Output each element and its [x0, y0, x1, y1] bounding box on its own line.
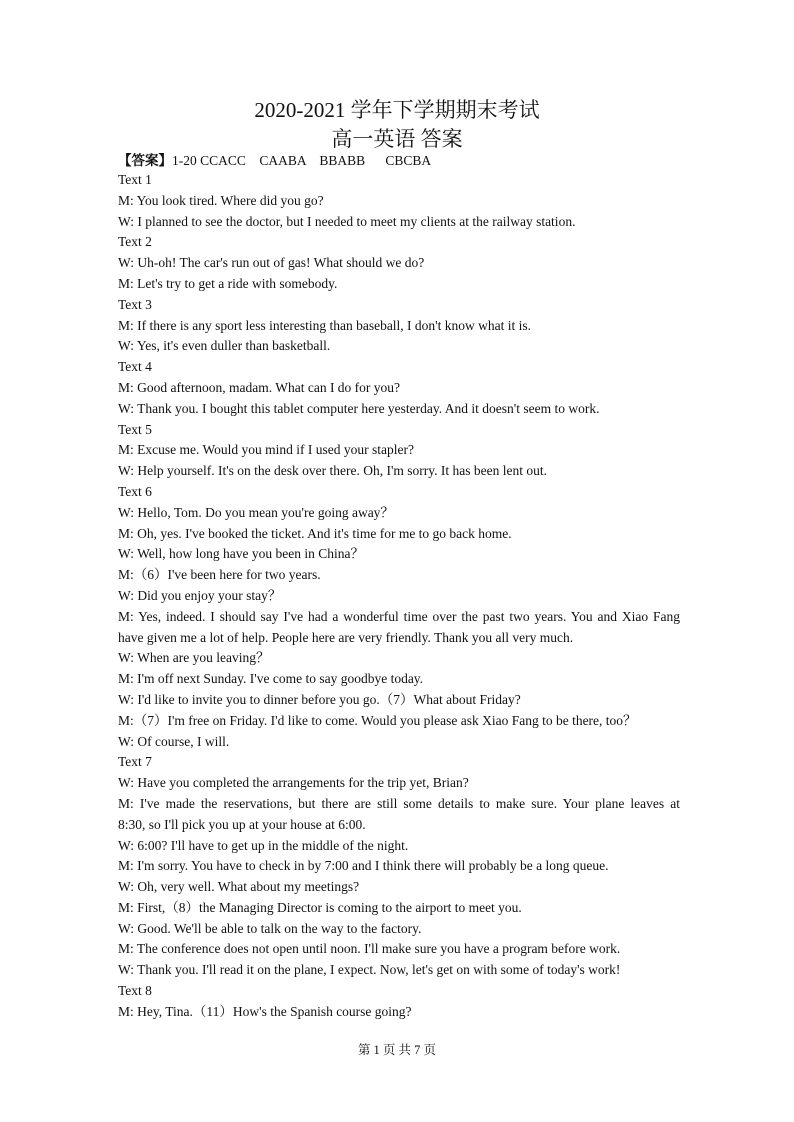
transcript-line: W: Yes, it's even duller than basketball. — [118, 338, 331, 354]
section-heading: Text 3 — [118, 296, 152, 312]
transcript-line: M: First,（8）the Managing Director is coming to the airport to meet you. — [118, 899, 522, 915]
transcript-line: W: Did you enjoy your stay？ — [118, 587, 282, 603]
transcript-line: M: Excuse me. Would you mind if I used your stapler? — [118, 442, 414, 458]
transcript-line: W: I planned to see the doctor, but I needed to meet my clients at the railway station. — [118, 213, 576, 229]
transcript-line: W: Hello, Tom. Do you mean you're going away？ — [118, 504, 394, 520]
section-heading: Text 5 — [118, 421, 152, 437]
transcript-line: W: Thank you. I'll read it on the plane, I expect. Now, let's get on with some of today's work! — [118, 962, 621, 978]
page-title: 2020-2021 学年下学期期末考试 — [254, 98, 540, 122]
answer-keys: 1-20 CCACC CAABA BBABB CBCBA — [172, 153, 432, 168]
transcript-line: W: Uh-oh! The car's run out of gas! What should we do? — [118, 255, 425, 271]
transcript-line: M: I'm off next Sunday. I've come to say goodbye today. — [118, 671, 424, 687]
transcript-line: M:（6）I've been here for two years. — [118, 567, 321, 583]
transcript-line: M: I've made the reservations, but there are still some details to make sure. Your plane leaves at — [118, 795, 680, 811]
section-heading: Text 6 — [118, 483, 152, 499]
answer-label: 【答案】 — [118, 153, 172, 168]
transcript-line: M: You look tired. Where did you go? — [118, 192, 324, 208]
transcript-body — [118, 170, 680, 1023]
transcript-line: W: When are you leaving？ — [118, 650, 270, 666]
transcript-line: have given me a lot of help. People here are very friendly. Thank you all very much. — [118, 629, 574, 645]
transcript-line: M:（7）I'm free on Friday. I'd like to come. Would you please ask Xiao Fang to be there, too？ — [118, 712, 637, 728]
transcript-line: M: Let's try to get a ride with somebody. — [118, 275, 338, 291]
section-heading: Text 4 — [118, 359, 152, 375]
section-heading: Text 2 — [118, 234, 152, 250]
transcript-line: M: I'm sorry. You have to check in by 7:00 and I think there will probably be a long queue. — [118, 858, 609, 874]
transcript-line: M: Good afternoon, madam. What can I do for you? — [118, 379, 401, 395]
transcript-line: W: 6:00? I'll have to get up in the middle of the night. — [118, 837, 409, 853]
transcript-line: M: Oh, yes. I've booked the ticket. And it's time for me to go back home. — [118, 525, 512, 541]
section-heading: Text 7 — [118, 754, 152, 770]
answer-key-line — [118, 152, 431, 170]
section-heading: Text 8 — [118, 983, 152, 999]
transcript-line: M: If there is any sport less interesting than baseball, I don't know what it is. — [118, 317, 531, 333]
transcript-line: W: Of course, I will. — [118, 733, 230, 749]
transcript-line: M: Yes, indeed. I should say I've had a wonderful time over the past two years. You and Xiao Fang — [118, 608, 680, 624]
transcript-line: M: Hey, Tina.（11）How's the Spanish course going? — [118, 1003, 412, 1019]
transcript-line: W: I'd like to invite you to dinner before you go.（7）What about Friday? — [118, 691, 521, 707]
transcript-line: W: Good. We'll be able to talk on the way to the factory. — [118, 920, 422, 936]
transcript-line: W: Well, how long have you been in China？ — [118, 546, 364, 562]
section-heading: Text 1 — [118, 172, 152, 187]
transcript-line: M: The conference does not open until noon. I'll make sure you have a program before work. — [118, 941, 621, 957]
transcript-line: W: Oh, very well. What about my meetings? — [118, 879, 360, 895]
page-subtitle: 高一英语 答案 — [331, 127, 463, 151]
transcript-line: W: Thank you. I bought this tablet computer here yesterday. And it doesn't seem to work. — [118, 400, 600, 416]
transcript-line: W: Help yourself. It's on the desk over there. Oh, I'm sorry. It has been lent out. — [118, 463, 548, 479]
page-number: 第 1 页 共 7 页 — [357, 1043, 437, 1057]
transcript-line: 8:30, so I'll pick you up at your house at 6:00. — [118, 816, 366, 832]
transcript-line: W: Have you completed the arrangements for the trip yet, Brian? — [118, 775, 469, 791]
